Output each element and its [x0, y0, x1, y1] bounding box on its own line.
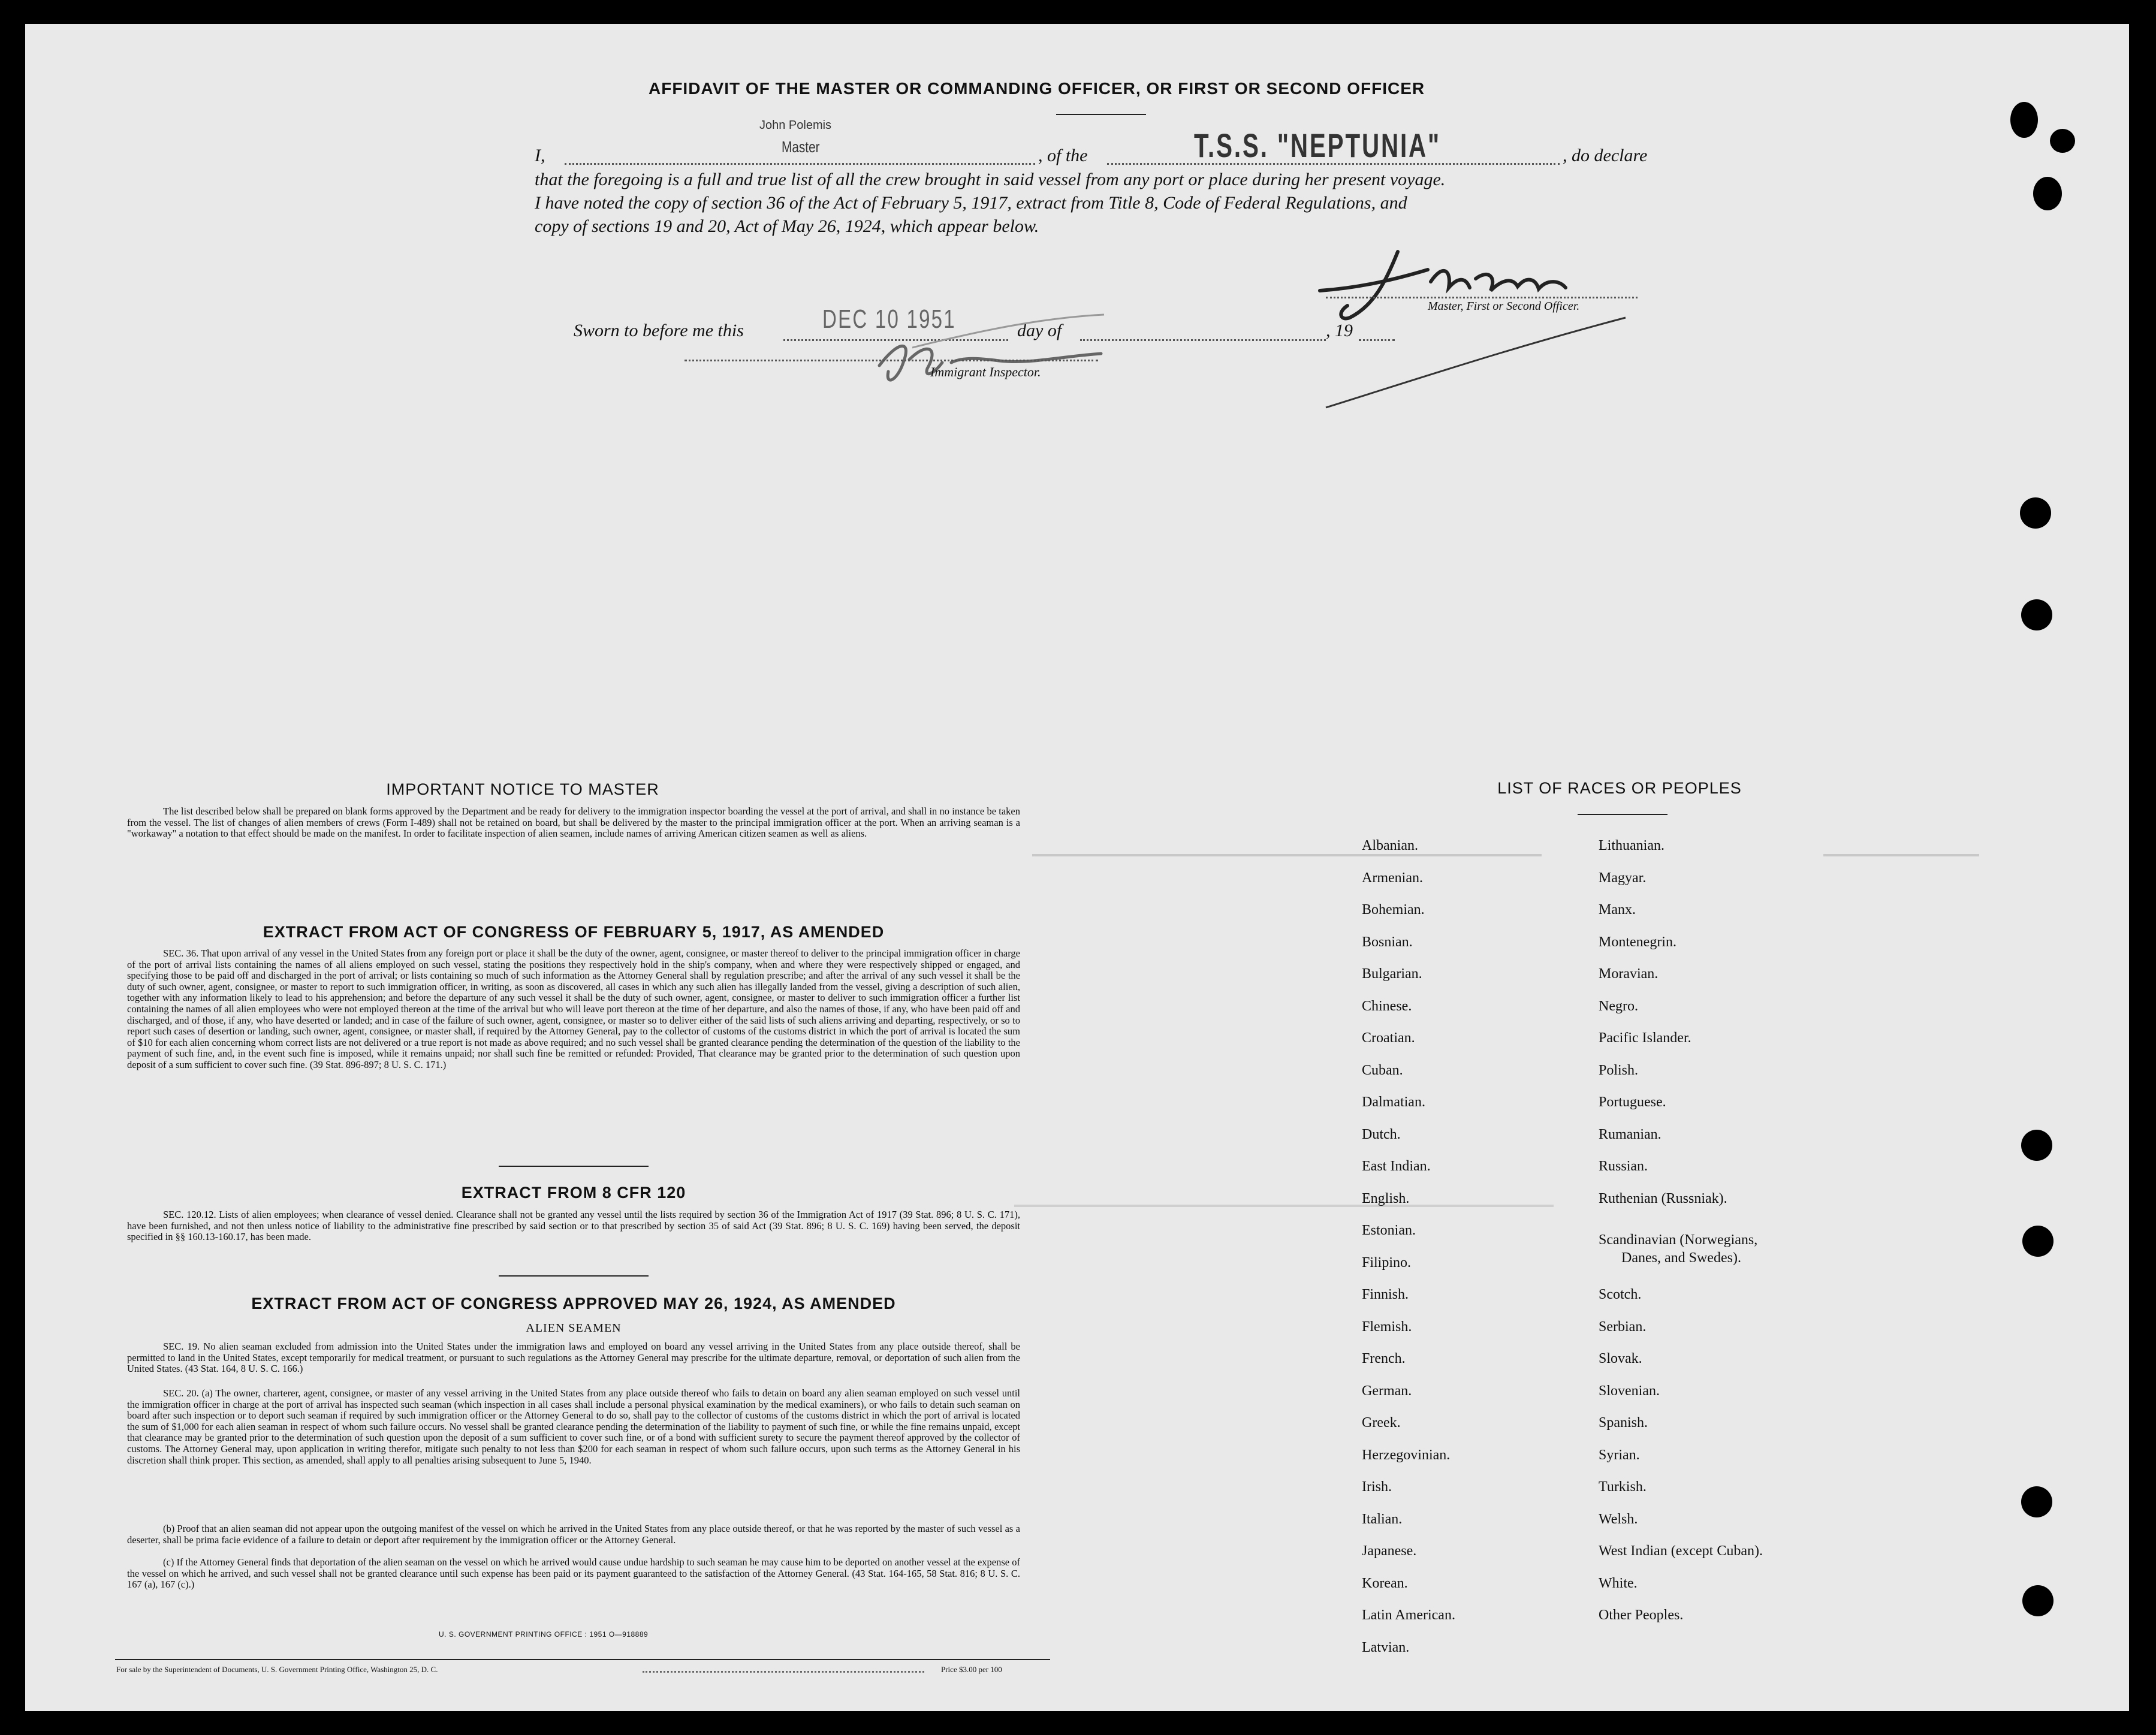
race-item: French.	[1362, 1351, 1406, 1366]
race-item: Albanian.	[1362, 838, 1418, 853]
race-item: East Indian.	[1362, 1158, 1431, 1174]
race-item: Other Peoples.	[1599, 1607, 1684, 1623]
races-column-1	[1362, 830, 1455, 1664]
notice-text: The list described below shall be prepared on blank forms approved by the Department and be ready for delivery to the immigration inspector boarding the vessel at the port of arrival, and shall in no instance be taken from the vessel. The list of changes of alien members of crews (Form I-489) shall not be retained on board, but shall be delivered by the master to the principal immigration officer at the port. When an arriving seaman is a "workaway" a notation to that effect should be made on the manifest. In order to facilitate inspection of alien seamen, include names of arriving American citizen seamen as well as aliens.	[127, 805, 1020, 840]
race-item: English.	[1362, 1190, 1410, 1206]
race-item: Scotch.	[1599, 1287, 1642, 1302]
race-item: Polish.	[1599, 1062, 1639, 1078]
race-item: Slovak.	[1599, 1351, 1642, 1366]
race-item: Danes, and Swedes).	[1621, 1250, 1741, 1266]
extract-cfr-text: SEC. 120.12. Lists of alien employees; when clearance of vessel denied. Clearance shall not be granted any vessel until the lists required by section 36 of the Immigration Act of 1917 (39 Stat. 896; 8 U. S. C. 171), have been furnished, and not then unless notice of liability to the administrative fine prescribed by said section or to that prescribed by section 35 of said Act (39 Stat. 896; 8 U. S. C. 169) having been served, the deposit specified in §§ 160.13-160.17, has been made.	[127, 1209, 1020, 1243]
bleed-through-mark	[1032, 854, 1542, 856]
footer-leader	[643, 1665, 924, 1673]
race-item: Italian.	[1362, 1511, 1403, 1527]
race-item: Chinese.	[1362, 998, 1412, 1014]
race-item: Slovenian.	[1599, 1383, 1660, 1399]
race-item: Ruthenian (Russniak).	[1599, 1190, 1727, 1206]
notice-title: IMPORTANT NOTICE TO MASTER	[386, 780, 659, 798]
printing-office-line: U. S. GOVERNMENT PRINTING OFFICE : 1951 O—918889	[439, 1630, 649, 1639]
extract-1917-title: EXTRACT FROM ACT OF CONGRESS OF FEBRUARY 5, 1917, AS AMENDED	[263, 923, 885, 941]
punch-hole	[2050, 129, 2075, 153]
race-item: Herzegovinian.	[1362, 1447, 1451, 1463]
section-divider	[499, 1275, 649, 1277]
punch-hole	[2021, 1486, 2052, 1517]
inspector-label: Immigrant Inspector.	[930, 364, 1041, 379]
sworn-prefix: Sworn to before me this	[574, 321, 744, 340]
name-blank	[565, 163, 1035, 165]
extract-1917-text: SEC. 36. That upon arrival of any vessel in the United States from any foreign port or place it shall be the duty of the owner, agent, consignee, or master thereof to deliver to the principal immigration officer in charge of the port of arrival lists containing the names of all aliens employed on such vessel, stating the positions they respectively hold in the ship's company, when and where they were respectively shipped or engaged, and specifying those to be paid off and discharged in the port of arrival; or lists containing so much of such information as the Attorney General shall by regulation prescribe; and after the arrival of any such vessel it shall be the duty of such owner, agent, consignee, or master to report to such immigration officer, in writing, as soon as discovered, all cases in which any such alien has illegally landed from the vessel, giving a description of such alien, together with any information likely to lead to his apprehension; and before the departure of any such vessel it shall be the duty of such owner, agent, consignee, or master to deliver to such immigration officer a further list containing the names of all alien employees who were not employed thereon at the time of the arrival but who will leave port thereon at the time of her departure, and also the names of those, if any, who have been paid off and discharged, and of those, if any, who have deserted or landed; and in case of the failure of such owner, agent, consignee, or master so to deliver either of the said lists of such aliens arriving and departing, respectively, or so to report such cases of desertion or landing, such owner, agent, consignee, or master shall, if required by the Attorney General, pay to the collector of customs of the customs district in which the port of arrival is located the sum of $10 for each alien concerning whom correct lists are not delivered or a true report is not made as above required; and no such vessel shall be granted clearance pending the determination of the question of the liability to the payment of such fine, and, in the event such fine is imposed, while it remains unpaid; nor shall such fine be remitted or refunded: Provided, That clearance may be granted prior to the determination of such question upon deposit of a sum sufficient to cover such fine. (39 Stat. 896-897; 8 U. S. C. 171.)	[127, 948, 1020, 1070]
day-of-label: day of	[1017, 321, 1062, 340]
do-declare-label: , do declare	[1563, 146, 1648, 165]
declaration-line-4: copy of sections 19 and 20, Act of May 26, 1924, which appear below.	[535, 216, 1039, 236]
bleed-through-mark	[1014, 1205, 1554, 1207]
race-item: Welsh.	[1599, 1511, 1638, 1527]
race-item: Bosnian.	[1362, 934, 1413, 950]
declaration-line-3: I have noted the copy of section 36 of the Act of February 5, 1917, extract from Title 8, Code of Federal Regulations, and	[535, 193, 1407, 213]
race-item: Dutch.	[1362, 1126, 1401, 1142]
punch-hole	[2033, 177, 2062, 210]
bleed-through-mark	[1823, 854, 1979, 856]
ship-name: T.S.S. "NEPTUNIA"	[1194, 126, 1442, 164]
race-item: Croatian.	[1362, 1030, 1415, 1046]
footer-rule	[115, 1659, 1050, 1660]
officer-signature-label: Master, First or Second Officer.	[1428, 300, 1580, 313]
race-item: Filipino.	[1362, 1254, 1412, 1271]
title-divider	[1056, 114, 1146, 115]
declaration-line-2: that the foregoing is a full and true list of all the crew brought in said vessel from any port or place during her present voyage.	[535, 170, 1446, 189]
punch-hole	[2022, 1226, 2054, 1257]
race-item: Bulgarian.	[1362, 966, 1422, 982]
race-item: Armenian.	[1362, 870, 1423, 886]
section-divider	[499, 1166, 649, 1167]
year-prefix: , 19	[1326, 321, 1353, 340]
footer-sale-text: For sale by the Superintendent of Documents, U. S. Government Printing Office, Washington 25, D. C.	[116, 1665, 438, 1674]
extract-1924-sec20a: SEC. 20. (a) The owner, charterer, agent, consignee, or master of any vessel arriving in the United States from any place outside thereof who fails to detain on board any alien seaman employed on such vessel until the immigration officer in charge at the port of arrival has inspected such seaman (which inspection in all cases shall include a personal physical examination by the medical examiners), or who fails to detain such seaman on board after such inspection or to deport such seaman if required by such immigration officer or the Attorney General to do so, shall pay to the collector of customs of the customs district in which the port of arrival is located the sum of $1,000 for each alien seaman in respect of whom such failure occurs. No vessel shall be granted clearance pending the determination of the liability to payment of such fine, or while the fine remains unpaid, except that clearance may be granted prior to the determination of such question upon the deposit of a sum sufficient to cover such fine, or of a bond with sufficient surety to secure the payment thereof approved by the collector of customs. The Attorney General may, upon application in writing therefor, mitigate such penalty to not less than $200 for each seaman in respect of whom such failure occurs, upon such terms as the Attorney General in his discretion shall think proper. This section, as amended, shall apply to all penalties arising subsequent to June 5, 1940.	[127, 1387, 1020, 1466]
race-item: Manx.	[1599, 902, 1636, 918]
punch-hole	[2021, 599, 2052, 630]
document-page	[25, 24, 2129, 1711]
sworn-date-stamp: DEC 10 1951	[822, 304, 956, 334]
race-item: Flemish.	[1362, 1318, 1412, 1335]
race-item: West Indian (except Cuban).	[1599, 1543, 1763, 1559]
race-item: Estonian.	[1362, 1223, 1416, 1238]
extract-1924-sec20c: (c) If the Attorney General finds that deportation of the alien seaman on the vessel on which he arrived would cause undue hardship to such seaman he may cause him to be deported on another vessel at the expense of the vessel on which he arrived, and such vessel shall not be granted clearance until such expense has been paid or its payment guaranteed to the satisfaction of the Attorney General. (43 Stat. 164-165, 58 Stat. 816; 8 U. S. C. 167 (a), 167 (c).)	[127, 1556, 1020, 1591]
race-item: Spanish.	[1599, 1415, 1648, 1431]
extract-1924-sec20b: (b) Proof that an alien seaman did not appear upon the outgoing manifest of the vessel on which he arrived in the United States from any place outside thereof, or that he was reported by the master of such vessel as a deserter, shall be prima facie evidence of a failure to detain or deport after requirement by the immigration officer or the Attorney General.	[127, 1523, 1020, 1546]
punch-hole	[2010, 102, 2038, 138]
extract-cfr-title: EXTRACT FROM 8 CFR 120	[461, 1184, 686, 1202]
race-item: Dalmatian.	[1362, 1094, 1425, 1110]
race-item: Scandinavian (Norwegians,	[1599, 1232, 1758, 1248]
affidavit-title: AFFIDAVIT OF THE MASTER OR COMMANDING OFFICER, OR FIRST OR SECOND OFFICER	[649, 79, 1425, 98]
race-item: White.	[1599, 1575, 1638, 1591]
footer-price: Price $3.00 per 100	[941, 1665, 1002, 1674]
races-title: LIST OF RACES OR PEOPLES	[1497, 779, 1742, 797]
master-rank: Master	[782, 138, 820, 156]
extract-1924-sec19: SEC. 19. No alien seaman excluded from admission into the United States under the immigration laws and employed on board any vessel arriving in the United States from any place outside thereof, shall be permitted to land in the United States, except temporarily for medical treatment, or pursuant to such regulations as the Attorney General may prescribe for the ultimate departure, removal, or deportation of such alien from the United States. (43 Stat. 164, 8 U. S. C. 166.)	[127, 1341, 1020, 1375]
of-the-label: , of the	[1038, 146, 1088, 165]
race-item: Pacific Islander.	[1599, 1030, 1691, 1046]
race-item: Latvian.	[1362, 1639, 1410, 1655]
declaration-intro: I,	[535, 146, 545, 165]
race-item: Bohemian.	[1362, 902, 1425, 918]
master-name: John Polemis	[759, 119, 832, 132]
race-item: Portuguese.	[1599, 1094, 1666, 1110]
race-item: Montenegrin.	[1599, 934, 1676, 950]
race-item: Rumanian.	[1599, 1126, 1662, 1142]
extract-1924-title: EXTRACT FROM ACT OF CONGRESS APPROVED MAY 26, 1924, AS AMENDED	[251, 1295, 896, 1312]
races-column-2	[1599, 830, 1763, 1632]
race-item: Russian.	[1599, 1158, 1648, 1174]
race-item: Serbian.	[1599, 1318, 1647, 1335]
race-item: Irish.	[1362, 1479, 1392, 1495]
race-item: Korean.	[1362, 1575, 1408, 1591]
punch-hole	[2021, 1130, 2052, 1161]
punch-hole	[2020, 497, 2051, 529]
inspector-signature-line	[685, 360, 1098, 361]
race-item: Magyar.	[1599, 870, 1647, 886]
race-item: German.	[1362, 1383, 1412, 1399]
punch-hole	[2022, 1585, 2054, 1616]
inspector-signature	[861, 330, 1113, 396]
race-item: Negro.	[1599, 998, 1638, 1014]
race-item: Cuban.	[1362, 1062, 1403, 1078]
extract-1924-subtitle: ALIEN SEAMEN	[526, 1321, 622, 1335]
race-item: Finnish.	[1362, 1287, 1409, 1302]
race-item: Greek.	[1362, 1415, 1401, 1431]
race-item: Latin American.	[1362, 1607, 1455, 1623]
race-item: Lithuanian.	[1599, 838, 1665, 853]
race-item: Turkish.	[1599, 1479, 1647, 1495]
races-title-divider	[1578, 814, 1667, 815]
race-item: Moravian.	[1599, 966, 1659, 982]
race-item: Japanese.	[1362, 1543, 1417, 1559]
race-item: Syrian.	[1599, 1447, 1640, 1463]
